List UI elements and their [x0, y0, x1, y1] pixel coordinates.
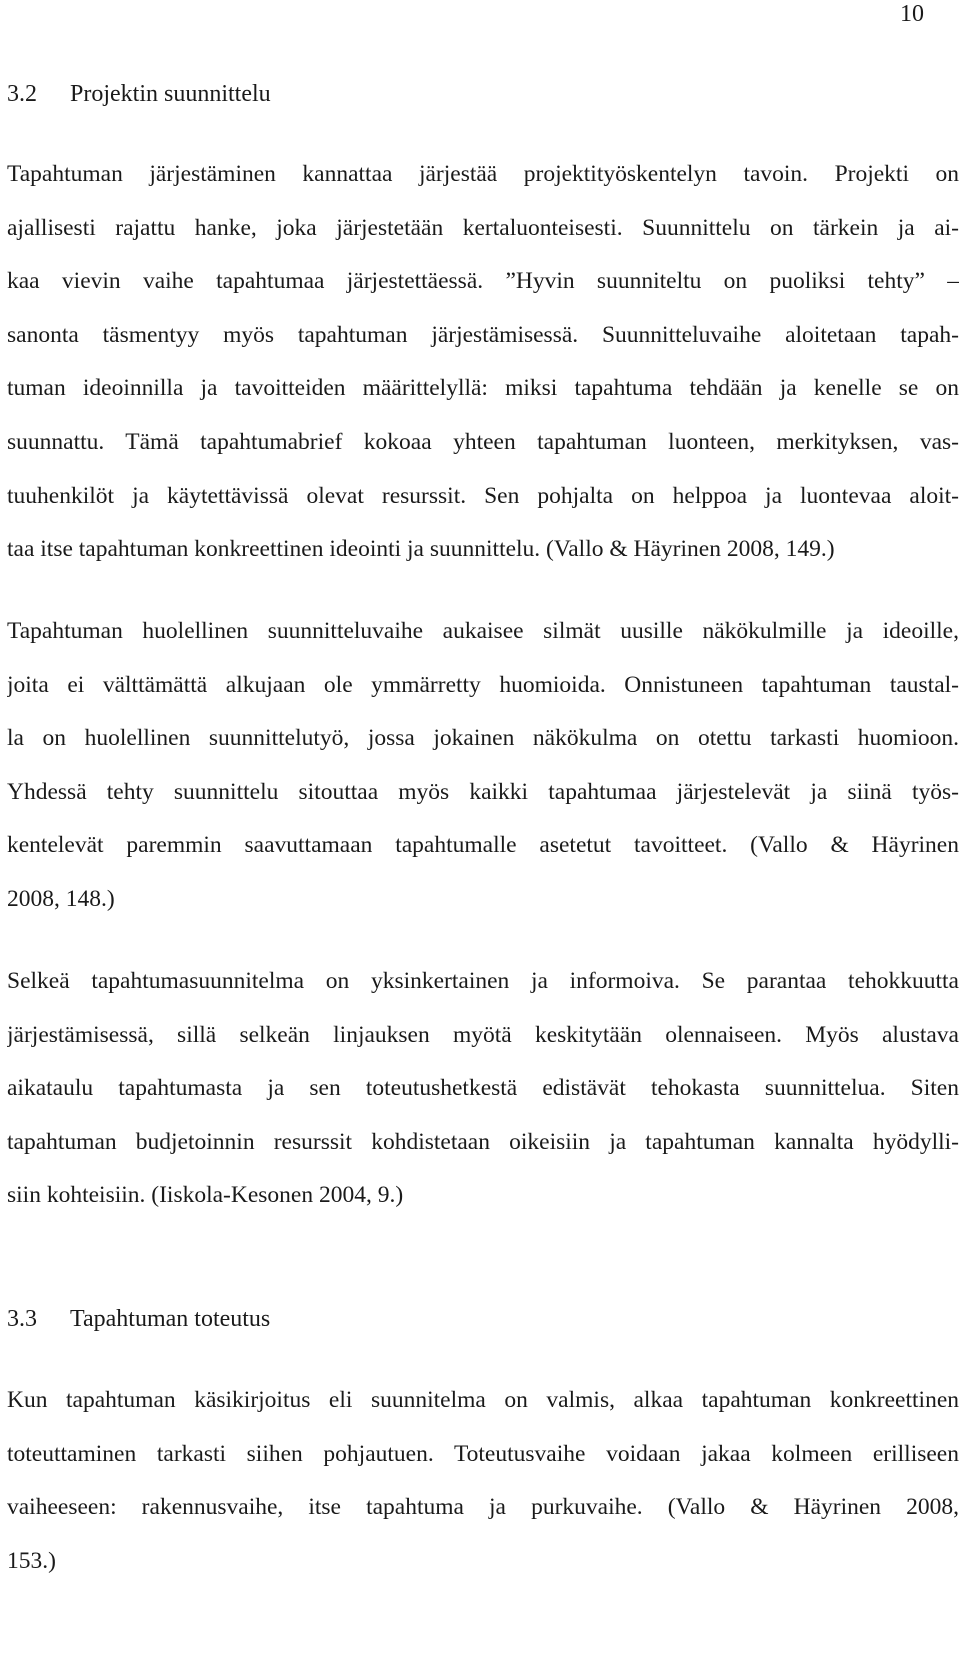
- section-title: Projektin suunnittelu: [70, 81, 271, 107]
- text-line: toteuttaminen tarkasti siihen pohjautuen. Toteutusvaihe voidaan jakaa kolmeen erilliseen: [7, 1440, 959, 1467]
- text-line: taa itse tapahtuman konkreettinen ideointi ja suunnittelu. (Vallo & Häyrinen 2008, 149.): [7, 536, 835, 563]
- paragraph-careful-planning: [7, 605, 959, 927]
- text-line: järjestämisessä, sillä selkeän linjauksen myötä keskitytään olennaiseen. Myös alustava: [7, 1021, 959, 1048]
- text-line: Kun tapahtuman käsikirjoitus eli suunnitelma on valmis, alkaa tapahtuman konkreettinen: [7, 1387, 959, 1413]
- text-line: siin kohteisiin. (Iiskola-Kesonen 2004, 9.): [7, 1182, 404, 1209]
- text-line: vaiheeseen: rakennusvaihe, itse tapahtuma ja purkuvaihe. (Vallo & Häyrinen 2008,: [7, 1494, 959, 1521]
- text-line: sanonta täsmentyy myös tapahtuman järjestämisessä. Suunnitteluvaihe aloitetaan tapah-: [7, 321, 959, 348]
- text-line: Tapahtuman järjestäminen kannattaa järjestää projektityöskentelyn tavoin. Projekti on: [7, 161, 959, 187]
- text-line: 153.): [7, 1547, 56, 1574]
- section-number: 3.3: [7, 1306, 37, 1332]
- text-line: aikataulu tapahtumasta ja sen toteutushetkestä edistävät tehokasta suunnittelua. Siten: [7, 1075, 959, 1102]
- text-line: kentelevät paremmin saavuttamaan tapahtumalle asetetut tavoitteet. (Vallo & Häyrinen: [7, 832, 959, 859]
- text-line: tuuhenkilöt ja käytettävissä olevat resurssit. Sen pohjalta on helppoa ja luontevaa aloit-: [7, 482, 959, 509]
- text-line: tuman ideoinnilla ja tavoitteiden määrittelyllä: miksi tapahtuma tehdään ja kenelle se on: [7, 375, 959, 402]
- text-line: 2008, 148.): [7, 885, 115, 912]
- page-number: 10: [900, 1, 924, 27]
- text-line: suunnattu. Tämä tapahtumabrief kokoaa yhteen tapahtuman luonteen, merkityksen, vas-: [7, 428, 959, 455]
- text-line: la on huolellinen suunnittelutyö, jossa jokainen näkökulma on otettu tarkasti huomioon.: [7, 725, 959, 752]
- paragraph-project-planning: [7, 148, 959, 577]
- paragraph-clear-event-plan: [7, 955, 959, 1223]
- text-line: joita ei välttämättä alkujaan ole ymmärretty huomioida. Onnistuneen tapahtuman taustal-: [7, 671, 959, 698]
- paragraph-event-execution: [7, 1374, 959, 1588]
- text-line: kaa vievin vaihe tapahtumaa järjestettäessä. ”Hyvin suunniteltu on puoliksi tehty” –: [7, 268, 959, 295]
- section-title: Tapahtuman toteutus: [70, 1306, 271, 1332]
- section-heading-3-3: [7, 1305, 270, 1333]
- section-number: 3.2: [7, 81, 37, 107]
- text-line: tapahtuman budjetoinnin resurssit kohdistetaan oikeisiin ja tapahtuman kannalta hyödylli-: [7, 1128, 959, 1155]
- text-line: Tapahtuman huolellinen suunnitteluvaihe aukaisee silmät uusille näkökulmille ja ideoille,: [7, 618, 959, 644]
- section-heading-3-2: [7, 80, 271, 108]
- text-line: ajallisesti rajattu hanke, joka järjestetään kertaluonteisesti. Suunnittelu on tärkein ja ai-: [7, 214, 959, 241]
- text-line: Yhdessä tehty suunnittelu sitouttaa myös kaikki tapahtumaa järjestelevät ja siinä työs-: [7, 778, 959, 805]
- text-line: Selkeä tapahtumasuunnitelma on yksinkertainen ja informoiva. Se parantaa tehokkuutta: [7, 968, 959, 994]
